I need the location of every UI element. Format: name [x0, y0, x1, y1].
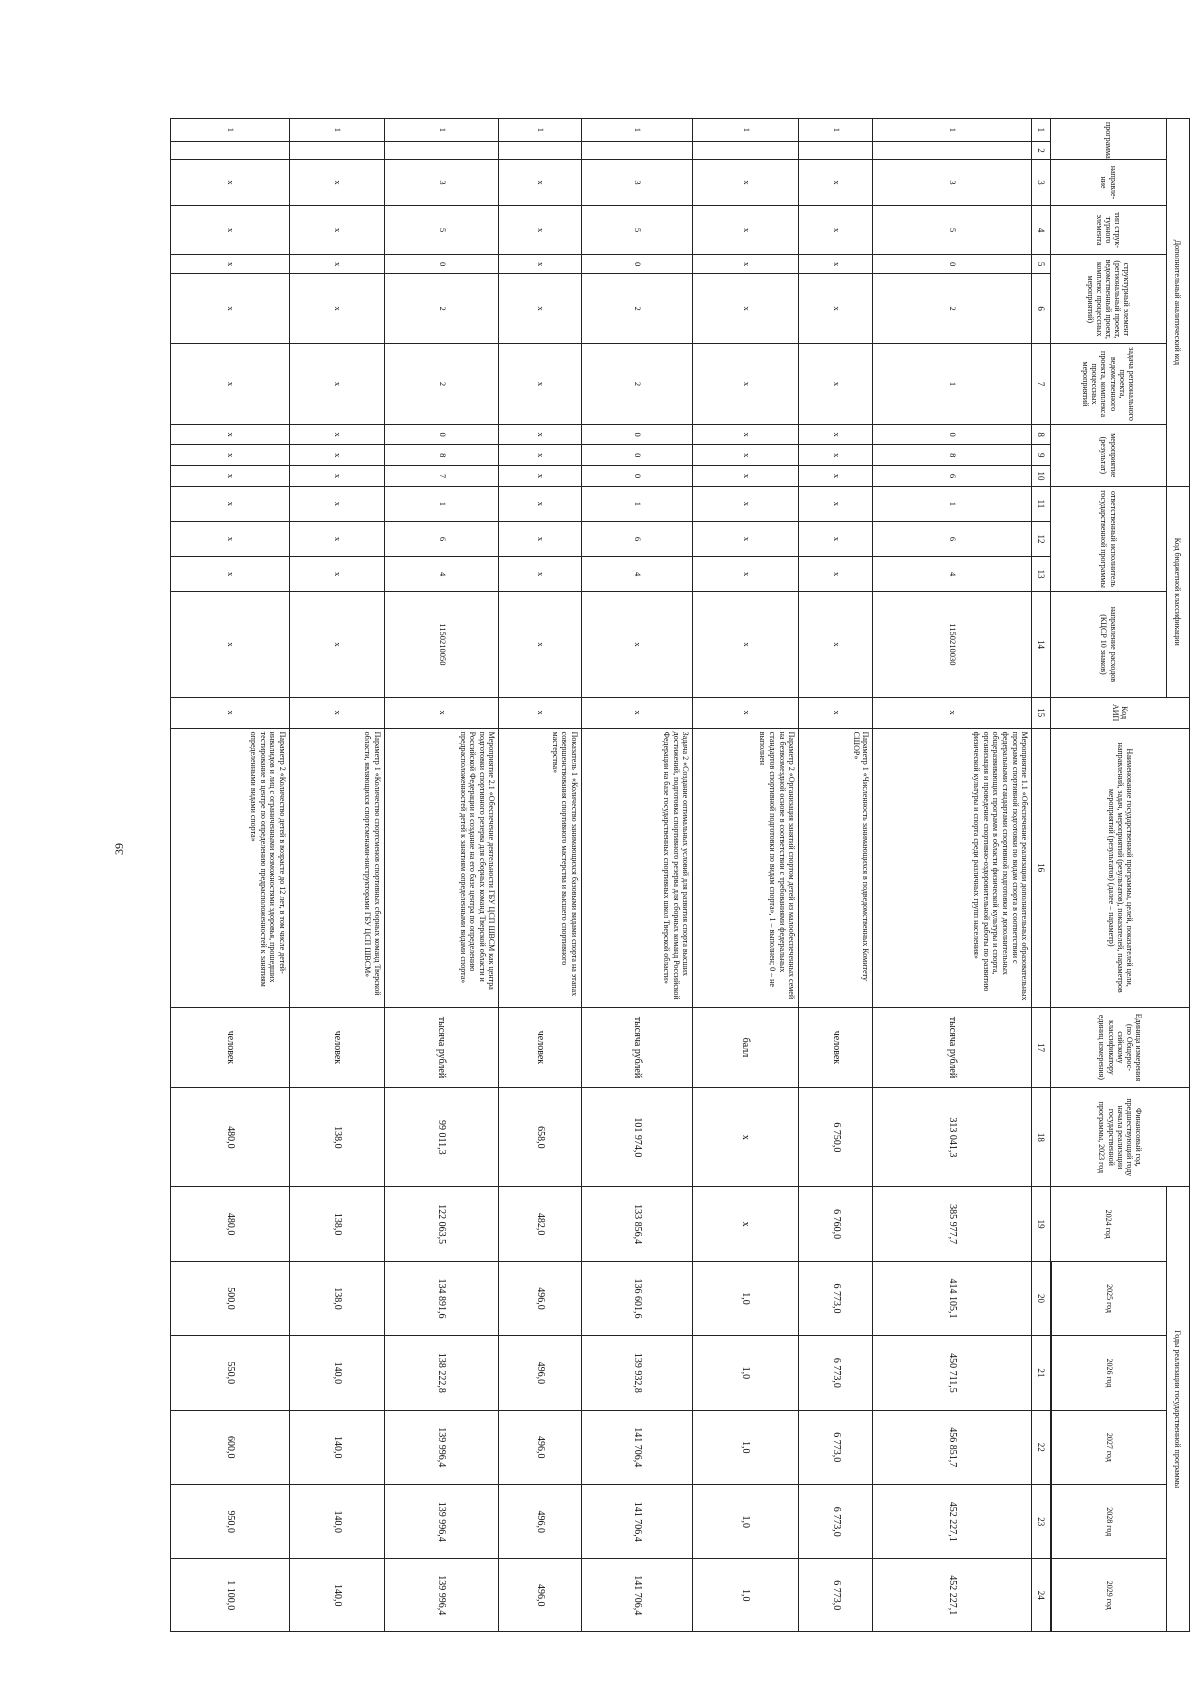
- code-cell: 3: [582, 160, 693, 205]
- code-cell: 1: [873, 119, 1032, 142]
- row-name-cell: Мероприятие 1.1 «Обеспечение реализации дополнительных образовательных программ спортивной подготовки по видам спорта в соответствии с федеральными стандартами спортивной подготовки и дополнительных общеразвивающих программ в области физической культуры и спорта, организация и проведение спортивно-оздоровительной работы по развитию физической культуры и спорта среди различных групп населения»: [873, 728, 1032, 1007]
- code-cell: х: [289, 466, 384, 487]
- code-cell: 1: [799, 119, 873, 142]
- year-value-cell: 1,0: [693, 1410, 799, 1484]
- year-value-cell: 6 773,0: [799, 1410, 873, 1484]
- year-value-cell: 139 996,4: [385, 1485, 499, 1559]
- code-cell: 5: [385, 205, 499, 255]
- column-number: 8: [1032, 424, 1051, 445]
- header-year-2028: 2028 год: [1052, 1485, 1166, 1559]
- code-cell: х: [289, 592, 384, 697]
- table-row: [499, 119, 582, 1632]
- code-cell: х: [799, 344, 873, 425]
- unit-cell: тысяча рублей: [385, 1007, 499, 1088]
- code-cell: х: [799, 697, 873, 728]
- code-cell: 1: [693, 119, 799, 142]
- code-cell: х: [799, 521, 873, 556]
- code-cell: 5: [582, 205, 693, 255]
- year-value-cell: 385 977,7: [873, 1187, 1032, 1261]
- header-spacer: [1051, 1485, 1052, 1559]
- year-value-cell: 482,0: [499, 1187, 582, 1261]
- year-value-cell: 1 100,0: [171, 1559, 290, 1632]
- code-cell: х: [171, 697, 290, 728]
- code-cell: 2: [873, 273, 1032, 343]
- code-cell: х: [799, 466, 873, 487]
- code-cell: 6: [582, 521, 693, 556]
- header-row-1: [1166, 119, 1189, 1632]
- code-cell: х: [171, 205, 290, 255]
- code-cell: х: [499, 466, 582, 487]
- code-cell: х: [799, 160, 873, 205]
- code-cell: х: [499, 424, 582, 445]
- code-cell: х: [799, 205, 873, 255]
- year-value-cell: 550,0: [171, 1336, 290, 1410]
- year-value-cell: 138,0: [289, 1261, 384, 1335]
- code-cell: х: [799, 255, 873, 274]
- code-cell: х: [289, 697, 384, 728]
- column-number: 19: [1032, 1187, 1051, 1261]
- row-name-cell: Показатель 1 «Количество занимающихся базовыми видами спорта на этапах совершенствования спортивного мастерства и высшего спортивного мастерства»: [499, 728, 582, 1007]
- code-cell: 6: [873, 466, 1032, 487]
- base-year-cell: 313 041,3: [873, 1088, 1032, 1187]
- code-cell: 3: [873, 160, 1032, 205]
- code-cell: х: [171, 273, 290, 343]
- year-value-cell: 139 996,4: [385, 1410, 499, 1484]
- column-number-row: [1032, 119, 1051, 1632]
- base-year-cell: 99 011,3: [385, 1088, 499, 1187]
- base-year-cell: 6 750,0: [799, 1088, 873, 1187]
- code-cell: [799, 141, 873, 160]
- code-cell: х: [171, 344, 290, 425]
- header-unit: Единица измерения (по Общерос-сийскому классификатору единиц измерения): [1051, 1007, 1190, 1088]
- header-expense-direction: направление расходов (КЦСР 10 знаков): [1051, 592, 1166, 697]
- year-value-cell: 139 996,4: [385, 1559, 499, 1632]
- column-number: 18: [1032, 1088, 1051, 1187]
- header-additional-code: Дополнительный аналитический код: [1166, 119, 1189, 487]
- year-value-cell: 140,0: [289, 1410, 384, 1484]
- code-cell: 0: [385, 424, 499, 445]
- column-number: 10: [1032, 466, 1051, 487]
- code-cell: х: [289, 445, 384, 466]
- year-value-cell: 500,0: [171, 1261, 290, 1335]
- year-value-cell: 141 706,4: [582, 1559, 693, 1632]
- code-cell: 6: [873, 521, 1032, 556]
- code-cell: 8: [873, 445, 1032, 466]
- year-value-cell: х: [693, 1187, 799, 1261]
- unit-cell: тысяча рублей: [582, 1007, 693, 1088]
- header-year-2025: 2025 год: [1052, 1261, 1166, 1335]
- unit-cell: человек: [289, 1007, 384, 1088]
- code-cell: х: [171, 557, 290, 592]
- code-cell: х: [289, 255, 384, 274]
- year-value-cell: 6 773,0: [799, 1559, 873, 1632]
- row-name-cell: Параметр 1 «Количество спортсменов спортивных сборных команд Тверской области, являющихся спортсменами-инструкторами ГБУ ЦСП ШВСМ»: [289, 728, 384, 1007]
- year-value-cell: 452 227,1: [873, 1559, 1032, 1632]
- header-spacer: [1051, 1336, 1052, 1410]
- year-value-cell: 452 227,1: [873, 1485, 1032, 1559]
- unit-cell: человек: [171, 1007, 290, 1088]
- table-row: [582, 119, 693, 1632]
- year-value-cell: 496,0: [499, 1336, 582, 1410]
- base-year-cell: 658,0: [499, 1088, 582, 1187]
- year-value-cell: 6 773,0: [799, 1336, 873, 1410]
- code-cell: х: [289, 521, 384, 556]
- year-value-cell: 6 760,0: [799, 1187, 873, 1261]
- column-number: 17: [1032, 1007, 1051, 1088]
- year-value-cell: 496,0: [499, 1410, 582, 1484]
- code-cell: х: [693, 521, 799, 556]
- header-spacer: [1051, 1410, 1052, 1484]
- header-spacer: [1051, 1261, 1052, 1335]
- code-cell: х: [171, 592, 290, 697]
- code-cell: х: [499, 445, 582, 466]
- code-cell: х: [171, 424, 290, 445]
- column-number: 7: [1032, 344, 1051, 425]
- code-cell: 0: [582, 255, 693, 274]
- column-number: 12: [1032, 521, 1051, 556]
- row-name-cell: Задача 2 «Создание оптимальных условий для развития спорта высших достижений, подготовка спортивного резерва для сборных команд Российской Федерации на базе государственных спортивных школ Тверской области»: [582, 728, 693, 1007]
- row-name-cell: Параметр 1 «Численность занимающихся в подведомственных Комитету СШОР»: [799, 728, 873, 1007]
- year-value-cell: 140,0: [289, 1336, 384, 1410]
- year-value-cell: 139 932,8: [582, 1336, 693, 1410]
- year-value-cell: 456 851,7: [873, 1410, 1032, 1484]
- header-years: Годы реализации государственной программы: [1166, 1187, 1189, 1632]
- code-cell: 1: [385, 119, 499, 142]
- code-cell: х: [289, 557, 384, 592]
- header-name: Наименование государственной программы, целей, показателей цели, направлений, задач, мероприятий (результатов), показателей, параметров мероприятий (результатов) (далее – параметр): [1051, 728, 1190, 1007]
- year-value-cell: 496,0: [499, 1485, 582, 1559]
- code-cell: 4: [385, 557, 499, 592]
- code-cell: х: [693, 255, 799, 274]
- base-year-cell: 101 974,0: [582, 1088, 693, 1187]
- code-cell: х: [693, 344, 799, 425]
- unit-cell: человек: [799, 1007, 873, 1088]
- code-cell: [582, 141, 693, 160]
- code-cell: 2: [385, 273, 499, 343]
- table-row: [799, 119, 873, 1632]
- column-number: 2: [1032, 141, 1051, 160]
- column-number: 4: [1032, 205, 1051, 255]
- column-number: 24: [1032, 1559, 1051, 1632]
- column-number: 5: [1032, 255, 1051, 274]
- code-cell: 1: [499, 119, 582, 142]
- code-cell: х: [289, 424, 384, 445]
- year-value-cell: 1,0: [693, 1559, 799, 1632]
- column-number: 20: [1032, 1261, 1051, 1335]
- year-value-cell: 1,0: [693, 1336, 799, 1410]
- column-number: 14: [1032, 592, 1051, 697]
- code-cell: х: [693, 466, 799, 487]
- program-table: [170, 118, 1190, 1632]
- column-number: 6: [1032, 273, 1051, 343]
- code-cell: х: [499, 697, 582, 728]
- code-cell: х: [171, 255, 290, 274]
- code-cell: х: [799, 424, 873, 445]
- header-spacer: [1051, 1559, 1052, 1632]
- code-cell: х: [499, 521, 582, 556]
- year-value-cell: 480,0: [171, 1187, 290, 1261]
- header-task: задача регионального проекта, ведомственного проекта, комплекса процессных мероприятий: [1051, 344, 1166, 425]
- unit-cell: балл: [693, 1007, 799, 1088]
- code-cell: х: [582, 697, 693, 728]
- year-value-cell: 414 105,1: [873, 1261, 1032, 1335]
- year-value-cell: 138,0: [289, 1187, 384, 1261]
- table-row: [289, 119, 384, 1632]
- code-cell: 5: [873, 205, 1032, 255]
- code-cell: х: [799, 486, 873, 521]
- code-cell: х: [171, 521, 290, 556]
- year-value-cell: 1,0: [693, 1261, 799, 1335]
- column-number: 21: [1032, 1336, 1051, 1410]
- header-year-2024: 2024 год: [1051, 1187, 1166, 1261]
- column-number: 23: [1032, 1485, 1051, 1559]
- year-value-cell: 141 706,4: [582, 1410, 693, 1484]
- code-cell: х: [582, 592, 693, 697]
- code-cell: х: [799, 273, 873, 343]
- year-value-cell: 950,0: [171, 1485, 290, 1559]
- year-value-cell: 6 773,0: [799, 1261, 873, 1335]
- code-cell: х: [499, 557, 582, 592]
- header-structural-element: структурный элемент (региональный проект, ведомственный проект, комплекс процессных мероприятий): [1051, 255, 1166, 344]
- year-value-cell: 134 891,6: [385, 1261, 499, 1335]
- code-cell: х: [499, 486, 582, 521]
- code-cell: х: [693, 273, 799, 343]
- code-cell: х: [799, 445, 873, 466]
- column-number: 1: [1032, 119, 1051, 142]
- code-cell: 3: [385, 160, 499, 205]
- column-number: 16: [1032, 728, 1051, 1007]
- code-cell: 0: [873, 255, 1032, 274]
- row-name-cell: Мероприятие 2.1 «Обеспечение деятельности ГБУ ЦСП ШВСМ как центра подготовки спортивного резерва для сборных команд Тверской области и Российской Федерации и создание на его базе центра по определению предрасположенностей детей к занятиям определенными видами спорта»: [385, 728, 499, 1007]
- header-year-2027: 2027 год: [1052, 1410, 1166, 1484]
- code-cell: 0: [582, 445, 693, 466]
- code-cell: 1: [171, 119, 290, 142]
- year-value-cell: 122 063,5: [385, 1187, 499, 1261]
- code-cell: х: [499, 205, 582, 255]
- year-value-cell: 140,0: [289, 1559, 384, 1632]
- code-cell: х: [693, 445, 799, 466]
- header-program: программа: [1051, 119, 1166, 160]
- rotated-document: [170, 118, 1190, 1632]
- column-number: 22: [1032, 1410, 1051, 1484]
- year-value-cell: 496,0: [499, 1261, 582, 1335]
- code-cell: 8: [385, 445, 499, 466]
- code-cell: [693, 141, 799, 160]
- code-cell: 7: [385, 466, 499, 487]
- code-cell: х: [289, 205, 384, 255]
- year-value-cell: 140,0: [289, 1485, 384, 1559]
- code-cell: х: [171, 445, 290, 466]
- year-value-cell: 136 601,6: [582, 1261, 693, 1335]
- column-number: 13: [1032, 557, 1051, 592]
- base-year-cell: х: [693, 1088, 799, 1187]
- code-cell: 2: [582, 273, 693, 343]
- code-cell: х: [499, 160, 582, 205]
- code-cell: 1150210030: [873, 592, 1032, 697]
- year-value-cell: 1,0: [693, 1485, 799, 1559]
- code-cell: х: [385, 697, 499, 728]
- base-year-cell: 138,0: [289, 1088, 384, 1187]
- year-value-cell: 450 711,5: [873, 1336, 1032, 1410]
- code-cell: 2: [385, 344, 499, 425]
- header-budget-code: Код бюджетной классификации: [1166, 486, 1189, 697]
- code-cell: 0: [873, 424, 1032, 445]
- unit-cell: тысяча рублей: [873, 1007, 1032, 1088]
- code-cell: 1150210050: [385, 592, 499, 697]
- code-cell: 6: [385, 521, 499, 556]
- code-cell: х: [499, 255, 582, 274]
- code-cell: 1: [582, 119, 693, 142]
- code-cell: х: [499, 273, 582, 343]
- year-value-cell: 600,0: [171, 1410, 290, 1484]
- code-cell: х: [289, 273, 384, 343]
- row-name-cell: Параметр 2 «Организация занятий спортом детей из малообеспеченных семей на безвозмездной основе в соответствии с требованиями федеральных стандартов спортивной подготовки по видам спорта», 1 – выполнен; 0 – не выполнен: [693, 728, 799, 1007]
- year-value-cell: 138 222,8: [385, 1336, 499, 1410]
- code-cell: 0: [582, 424, 693, 445]
- header-aip: Код АИП: [1051, 697, 1190, 728]
- code-cell: х: [171, 466, 290, 487]
- year-value-cell: 496,0: [499, 1559, 582, 1632]
- column-number: 15: [1032, 697, 1051, 728]
- code-cell: 0: [385, 255, 499, 274]
- code-cell: [385, 141, 499, 160]
- code-cell: [499, 141, 582, 160]
- code-cell: [289, 141, 384, 160]
- code-cell: х: [693, 697, 799, 728]
- header-structural-type: тип струк-турного элемента: [1051, 205, 1166, 255]
- code-cell: [873, 141, 1032, 160]
- code-cell: 2: [582, 344, 693, 425]
- code-cell: х: [499, 344, 582, 425]
- code-cell: х: [289, 344, 384, 425]
- code-cell: 4: [582, 557, 693, 592]
- header-year-2026: 2026 год: [1052, 1336, 1166, 1410]
- code-cell: х: [499, 592, 582, 697]
- code-cell: х: [799, 592, 873, 697]
- page-number: 39: [112, 843, 126, 855]
- code-cell: х: [873, 697, 1032, 728]
- table-row: [693, 119, 799, 1632]
- row-name-cell: Параметр 2 «Количество детей в возрасте до 12 лет, в том числе детей-инвалидов и лиц с ограниченными возможностями здоровья, прошедших тестирование в центре по определению предрасположенностей к занятиям определенными видами спорта»: [171, 728, 290, 1007]
- header-executor: ответственный исполнитель государственной программы: [1051, 486, 1166, 591]
- table-row: [171, 119, 290, 1632]
- code-cell: х: [693, 486, 799, 521]
- header-event: мероприятие (результат): [1051, 424, 1166, 486]
- code-cell: х: [693, 592, 799, 697]
- code-cell: х: [693, 160, 799, 205]
- code-cell: [171, 141, 290, 160]
- header-direction: направле-ние: [1051, 160, 1166, 205]
- code-cell: 1: [873, 486, 1032, 521]
- code-cell: х: [693, 205, 799, 255]
- code-cell: 1: [385, 486, 499, 521]
- code-cell: х: [693, 557, 799, 592]
- year-value-cell: 133 856,4: [582, 1187, 693, 1261]
- code-cell: х: [171, 486, 290, 521]
- code-cell: 1: [873, 344, 1032, 425]
- code-cell: х: [289, 486, 384, 521]
- code-cell: х: [693, 424, 799, 445]
- unit-cell: человек: [499, 1007, 582, 1088]
- table-row: [385, 119, 499, 1632]
- code-cell: х: [171, 160, 290, 205]
- code-cell: х: [289, 160, 384, 205]
- code-cell: 4: [873, 557, 1032, 592]
- base-year-cell: 480,0: [171, 1088, 290, 1187]
- code-cell: 1: [289, 119, 384, 142]
- table-row: [873, 119, 1032, 1632]
- column-number: 9: [1032, 445, 1051, 466]
- year-value-cell: 141 706,4: [582, 1485, 693, 1559]
- code-cell: х: [799, 557, 873, 592]
- year-value-cell: 6 773,0: [799, 1485, 873, 1559]
- header-year-2029: 2029 год: [1052, 1559, 1166, 1632]
- code-cell: 0: [582, 466, 693, 487]
- header-base-year: Финансовый год, предшествующий году начала реализации государственной программы, 2023 год: [1051, 1088, 1190, 1187]
- code-cell: 1: [582, 486, 693, 521]
- column-number: 11: [1032, 486, 1051, 521]
- column-number: 3: [1032, 160, 1051, 205]
